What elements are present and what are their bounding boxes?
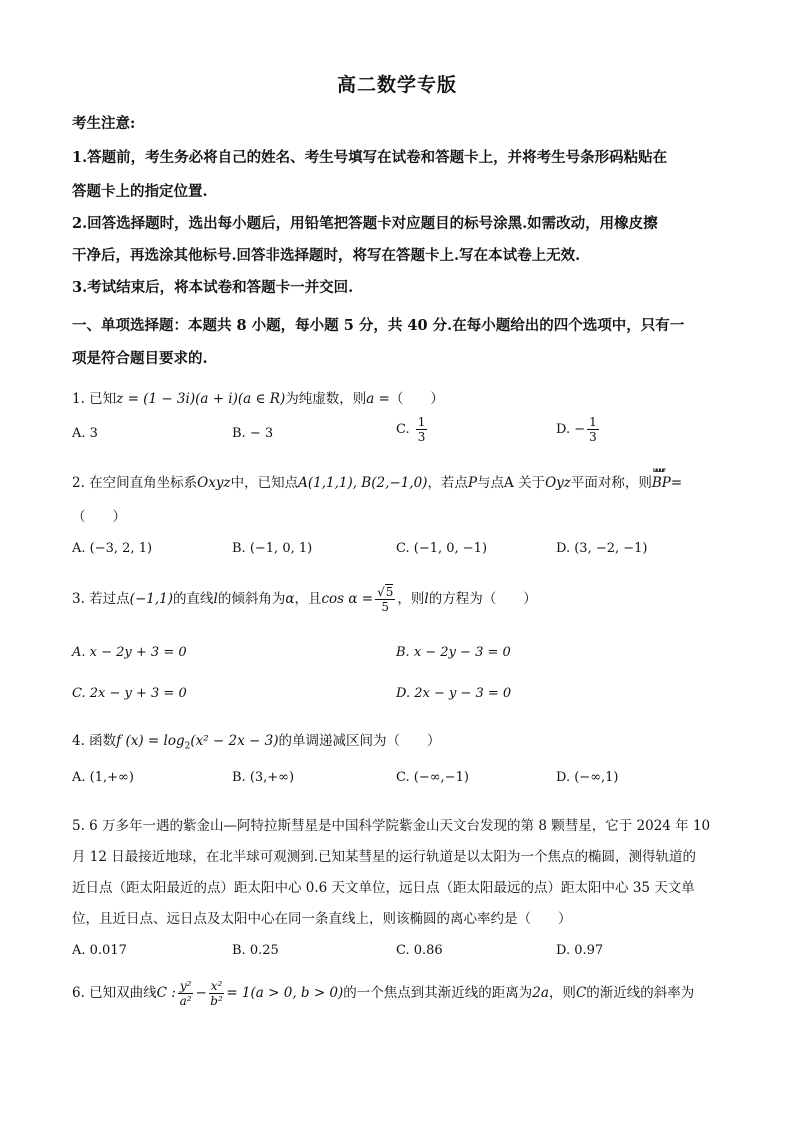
- q5-option-c: C. 0.86: [396, 943, 443, 958]
- q3-text-4: ，且: [294, 591, 322, 607]
- q4-argument: (x² − 2x − 3): [190, 733, 279, 749]
- q2-vector: [651, 467, 671, 491]
- question-3: [72, 586, 537, 613]
- q2-text-3: ，若点: [427, 475, 468, 491]
- page-title: 高二数学专版: [336, 74, 457, 96]
- q1-mid: 为纯虚数，则: [285, 391, 367, 407]
- q1-d-den: 3: [589, 430, 597, 444]
- notice-line-4: 干净后，再选涂其他标号.回答非选择题时，将写在答题卡上.写在本试卷上无效.: [72, 247, 581, 264]
- q4-option-b: B. (3,+∞): [232, 770, 295, 785]
- q3-den: 5: [381, 600, 390, 614]
- q2-option-b: B. (−1, 0, 1): [232, 541, 313, 556]
- q6-2a: 2a: [532, 985, 549, 1001]
- question-6: [72, 980, 694, 1007]
- notice-line-1: 1.答题前，考生务必将自己的姓名、考生号填写在试卷和答题卡上，并将考生号条形码粘贴在: [72, 149, 668, 166]
- q6-x2: x²: [210, 979, 223, 993]
- section-heading-line-1: 一、单项选择题：本题共 8 小题，每小题 5 分，共 40 分.在每小题给出的四个选项中，只有一: [72, 317, 685, 334]
- q2-option-c: C. (−1, 0, −1): [396, 541, 488, 556]
- q6-y2: y²: [179, 979, 192, 993]
- q3-text-6: 的方程为（ ）: [428, 591, 537, 607]
- q3-option-a: A. x − 2y + 3 = 0: [72, 645, 187, 660]
- q5-line-2: 月 12 日最接近地球，在北半球可观测到.已知某彗星的运行轨道是以太阳为一个焦点的椭圆，测得轨道的: [72, 849, 697, 865]
- q1-option-a: A. 3: [72, 426, 98, 441]
- q1-c-den: 3: [417, 430, 426, 444]
- q3-numerator: √5: [377, 585, 394, 599]
- q2-text-1: 2. 在空间直角坐标系: [72, 475, 198, 491]
- question-2: [72, 467, 683, 491]
- q3-text-1: 3. 若过点: [72, 591, 130, 607]
- q5-line-1: 5. 6 万多年一遇的紫金山—阿特拉斯彗星是中国科学院紫金山天文台发现的第 8 颗彗星，它于 2024 年 10: [72, 818, 711, 834]
- q1-d-sign: −: [574, 422, 586, 437]
- q6-a2: a²: [179, 994, 192, 1008]
- q2-text-4: 与点A 关于: [477, 475, 546, 491]
- q4-option-c: C. (−∞,−1): [396, 770, 469, 785]
- q3-option-b: B. x − 2y − 3 = 0: [396, 645, 511, 660]
- q2-eq: =: [670, 475, 683, 491]
- q1-d-fraction: [587, 416, 599, 443]
- q6-c2: C: [575, 985, 587, 1001]
- q4-option-a: A. (1,+∞): [72, 770, 134, 785]
- q2-p: P: [467, 475, 478, 491]
- q2-vector-arrow: uuur: [652, 467, 665, 474]
- q6-text-3: ，则: [548, 985, 576, 1001]
- q1-option-c: [396, 416, 429, 443]
- q3-text-2: 的直线: [173, 591, 214, 607]
- notice-heading: 考生注意:: [72, 115, 136, 132]
- q2-vector-label: BP: [651, 475, 671, 491]
- q3-cos: cos α =: [321, 591, 374, 607]
- q1-formula: z = (1 − 3i)(a + i)(a ∈ R): [116, 391, 286, 407]
- q6-frac-y: [178, 980, 194, 1007]
- q5-option-b: B. 0.25: [232, 943, 279, 958]
- q4-fx: f (x) = log: [116, 733, 185, 749]
- q2-paren: （ ）: [72, 509, 126, 525]
- q3-root: 5: [385, 585, 394, 599]
- q6-minus: −: [195, 985, 207, 1001]
- q2-option-d: D. (3, −2, −1): [556, 541, 648, 556]
- q3-l: l: [213, 591, 218, 607]
- q2-text-2: 中，已知点: [230, 475, 299, 491]
- q5-line-3: 近日点（距太阳最近的点）距太阳中心 0.6 天文单位，远日点（距太阳最远的点）距太阳中心 35 天文单: [72, 880, 695, 896]
- q1-prefix: 1. 已知: [72, 391, 117, 407]
- q1-d-num: 1: [589, 415, 597, 429]
- q1-c-label: C.: [396, 422, 410, 437]
- question-4: [72, 729, 440, 752]
- q2-text-5: 平面对称，则: [570, 475, 652, 491]
- notice-line-5: 3.考试结束后，将本试卷和答题卡一并交回.: [72, 279, 354, 296]
- notice-line-3: 2.回答选择题时，选出每小题后，用铅笔把答题卡对应题目的标号涂黑.如需改动，用橡皮擦: [72, 215, 658, 232]
- q4-option-d: D. (−∞,1): [556, 770, 619, 785]
- q3-alpha: α: [285, 591, 295, 607]
- q4-text-2: 的单调递减区间为（ ）: [278, 733, 441, 749]
- q3-option-c: C. 2x − y + 3 = 0: [72, 686, 187, 701]
- q3-text-5: ，则: [397, 591, 425, 607]
- q1-d-label: D.: [556, 422, 571, 437]
- q6-text-1: 6. 已知双曲线: [72, 985, 157, 1001]
- q1-c-num: 1: [417, 415, 426, 429]
- notice-line-2: 答题卡上的指定位置.: [72, 183, 208, 200]
- q5-line-4: 位，且近日点、远日点及太阳中心在同一条直线上，则该椭圆的离心率约是（ ）: [72, 911, 572, 927]
- q3-point: (−1,1): [129, 591, 173, 607]
- q1-option-b: B. − 3: [232, 426, 274, 441]
- q6-c: C :: [156, 985, 176, 1001]
- q3-option-d: D. 2x − y − 3 = 0: [396, 686, 512, 701]
- q1-option-d: [556, 416, 601, 443]
- q2-points: A(1,1,1), B(2,−1,0): [298, 475, 428, 491]
- q3-fraction: [375, 586, 395, 613]
- q4-log-base: 2: [184, 741, 191, 752]
- q3-text-3: 的倾斜角为: [217, 591, 286, 607]
- q6-b2: b²: [210, 994, 223, 1008]
- q6-frac-x: [209, 980, 225, 1007]
- q6-eq: = 1(a > 0, b > 0): [226, 985, 344, 1001]
- q2-oxyz: Oxyz: [197, 475, 231, 491]
- section-heading-line-2: 项是符合题目要求的.: [72, 350, 208, 367]
- q6-text-4: 的渐近线的斜率为: [586, 985, 695, 1001]
- q5-option-d: D. 0.97: [556, 943, 604, 958]
- q1-paren: （ ）: [389, 391, 444, 407]
- q2-oyz: Oyz: [545, 475, 571, 491]
- q2-option-a: A. (−3, 2, 1): [72, 541, 153, 556]
- question-1: [72, 387, 444, 407]
- q6-text-2: 的一个焦点到其渐近线的距离为: [343, 985, 533, 1001]
- q1-c-fraction: [416, 416, 428, 443]
- q1-var: a =: [366, 391, 390, 407]
- q3-l2: l: [424, 591, 429, 607]
- q5-option-a: A. 0.017: [72, 943, 127, 958]
- q4-text-1: 4. 函数: [72, 733, 117, 749]
